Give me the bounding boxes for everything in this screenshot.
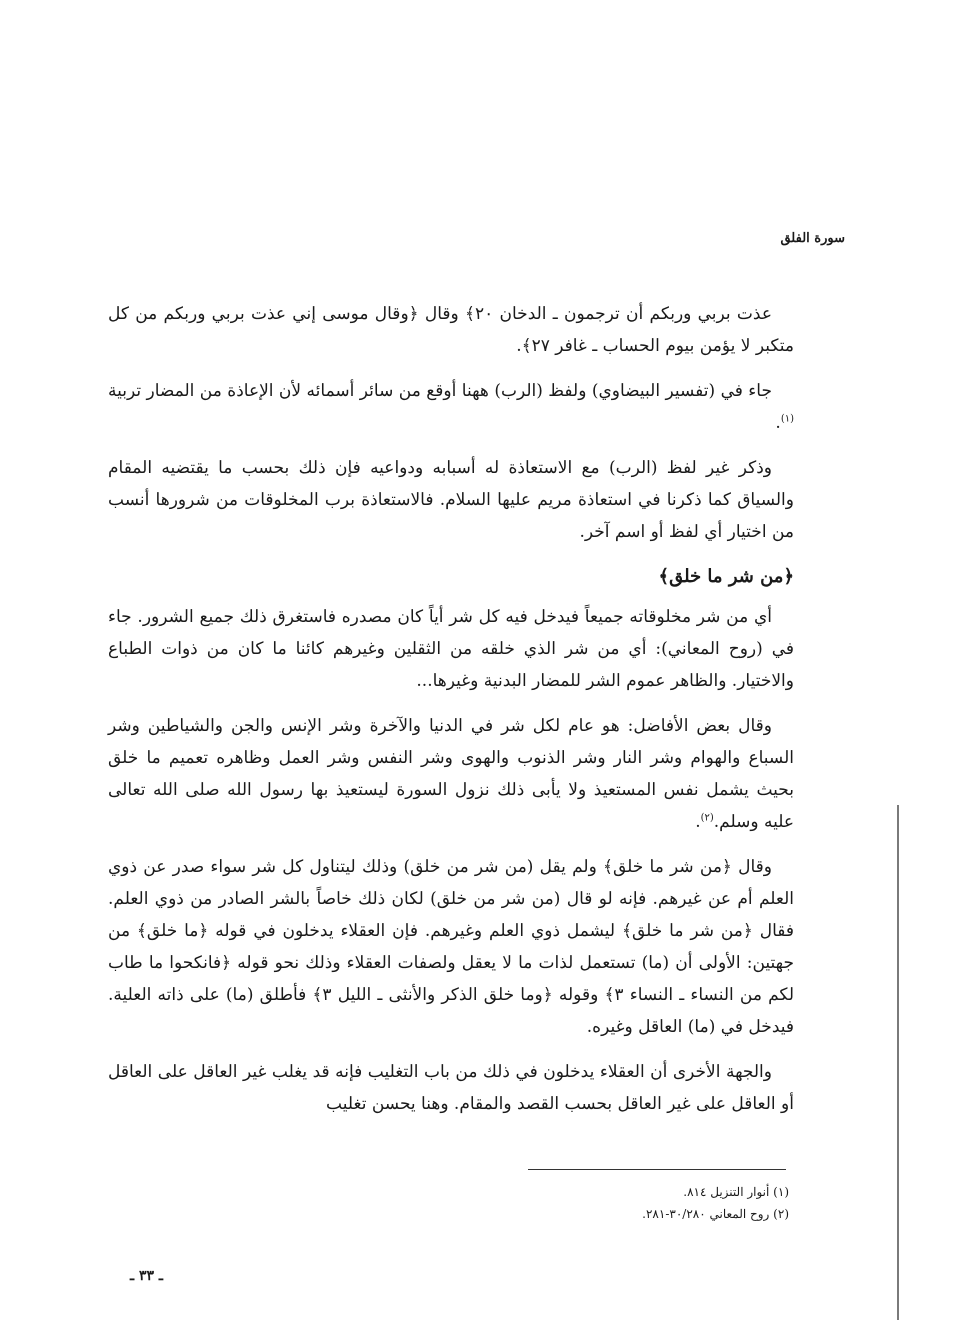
verse-heading: ﴿من شر ما خلق﴾ <box>658 566 794 587</box>
footnote-ref-1: (١) <box>780 413 794 425</box>
paragraph-2: جاء في (تفسير البيضاوي) ولفظ (الرب) ههنا أوقع من سائر أسمائه لأن الإعاذة من المضار تربية $^{(١)}$. <box>108 381 794 433</box>
scan-edge-line <box>897 805 899 1320</box>
paragraph-4: أي من شر مخلوقاته جميعاً فيدخل فيه كل شر أياً كان مصدره فاستغرق ذلك جميع الشرور. جاء في (روح المعاني): أي من شر الذي خلقه من الثقلين وغيرهم كائنا ما كان من ذوات الطباع والاختيار. والظاهر عموم الشر للمضار البدنية وغيرها... <box>108 607 794 691</box>
paragraph-3: وذكر غير لفظ (الرب) مع الاستعاذة له أسبابه ودواعيه فإن ذلك بحسب ما يقتضيه المقام والسياق كما ذكرنا في استعاذة مريم عليها السلام. فالاستعاذة برب المخلوقات من شرورها أنسب من اختيار أي لفظ أو اسم آخر. <box>108 458 794 542</box>
footnote-2: (٢) روح المعاني ٣٠/٢٨٠-٢٨١. <box>642 1207 789 1221</box>
paragraph-7: والجهة الأخرى أن العقلاء يدخلون في ذلك من باب التغليب فإنه قد يغلب غير العاقل على العاقل أو العاقل على غير العاقل بحسب القصد والمقام. وهنا يحسن تغليب <box>108 1062 794 1114</box>
footnote-1: (١) أنوار التنزيل ٨١٤. <box>683 1185 789 1199</box>
paragraph-6: وقال ﴿من شر ما خلق﴾ ولم يقل (من شر من خلق) وذلك ليتناول كل شر سواء صدر عن ذوي العلم أم عن غيرهم. فإنه لو قال (من شر من خلق) لكان ذلك خاصاً بالشر الصادر من ذوي العلم. فقال ﴿من شر ما خلق﴾ ليشمل ذوي العلم وغيرهم. فإن العقلاء يدخلون في قوله ﴿ما خلق﴾ من جهتين: الأولى أن (ما) تستعمل لذات ما لا يعقل ولصفات العقلاء وذلك نحو قوله ﴿فانكحوا ما طاب لكم من النساء ـ النساء ٣﴾ وقوله ﴿وما خلق الذكر والأنثى ـ الليل ٣﴾ فأطلق (ما) على ذاته العلية. فيدخل في (ما) العاقل وغيره. <box>108 857 794 1037</box>
footnote-ref-2: (٢) <box>700 812 714 824</box>
paragraph-1: عذت بربي وربكم أن ترجمون ـ الدخان ٢٠﴾ وقال ﴿وقال موسى إني عذت بربي وربكم من كل متكبر لا يؤمن بيوم الحساب ـ غافر ٢٧﴾. <box>108 304 794 356</box>
running-head: سورة الفلق <box>780 231 845 246</box>
footnote-divider <box>528 1169 786 1170</box>
paragraph-5: وقال بعض الأفاضل: هو عام لكل شر في الدنيا والآخرة وشر الإنس والجن والشياطين وشر السباع والهوام وشر النار وشر الذنوب والهوى وشر النفس وشر العمل وظاهره تعميم ما خلق بحيث يشمل نفس المستعيذ ولا يأبى ذلك نزول السورة ليستعيذ بها رسول الله صلى الله تعالى عليه وسلم.$^{(٢)}$. <box>108 716 794 832</box>
page-number: ـ ٣٣ ـ <box>130 1268 164 1284</box>
main-text <box>108 298 794 1133</box>
paragraph-2-text: جاء في (تفسير البيضاوي) ولفظ (الرب) ههنا أوقع من سائر أسمائه لأن الإعاذة من المضار تربية <box>108 381 772 401</box>
footnotes <box>489 1181 789 1225</box>
paragraph-5-text: وقال بعض الأفاضل: هو عام لكل شر في الدنيا والآخرة وشر الإنس والجن والشياطين وشر السباع والهوام وشر النار وشر الذنوب والهوى وشر النفس وشر العمل وظاهره تعميم ما خلق بحيث يشمل نفس المستعيذ ولا يأبى ذلك نزول السورة ليستعيذ بها رسول الله صلى الله تعالى عليه وسلم. <box>108 716 794 832</box>
